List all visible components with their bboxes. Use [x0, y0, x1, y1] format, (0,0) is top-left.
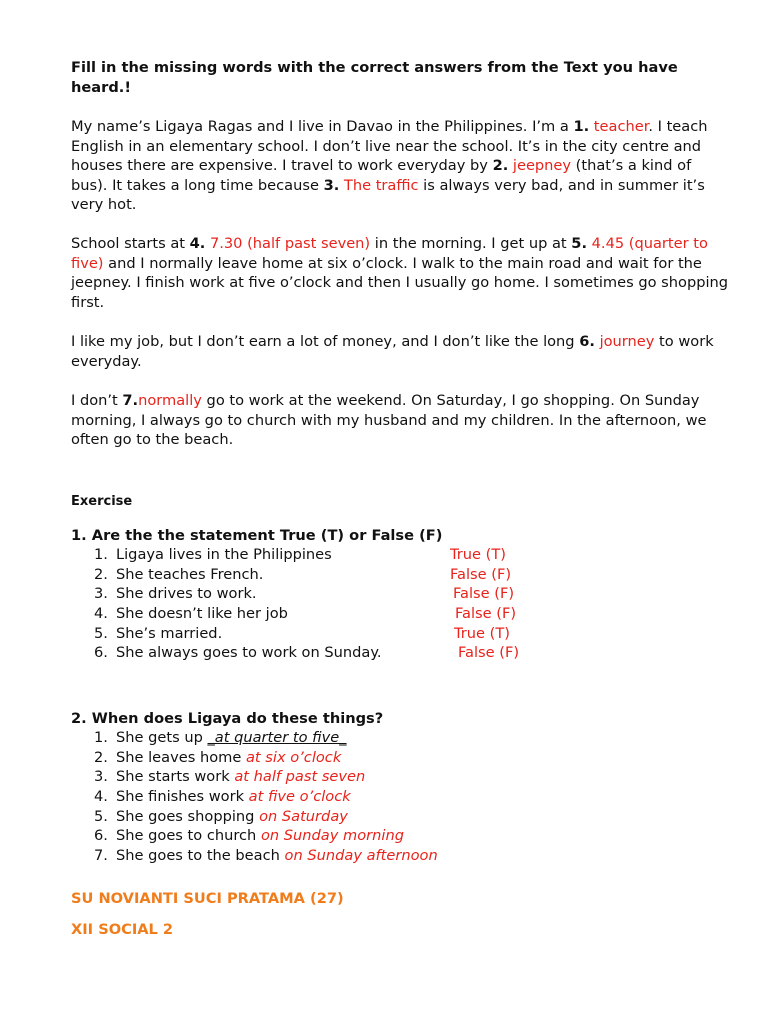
- answer-2: jeepney: [512, 157, 572, 175]
- when-list: [94, 728, 438, 866]
- student-name: SU NOVIANTI SUCI PRATAMA (27): [71, 890, 344, 907]
- list-item: 3. She drives to work. False (F): [94, 585, 515, 603]
- list-item: 6. She always goes to work on Sunday. False (F): [94, 644, 520, 662]
- exercise-heading: Exercise: [71, 494, 133, 509]
- tf-answer: False (F): [458, 644, 520, 662]
- list-item: 1. Ligaya lives in the Philippines True (T): [94, 546, 506, 563]
- list-item: 2. She leaves home at six o’clock: [94, 748, 342, 766]
- answer-7: normally: [138, 392, 202, 409]
- time-answer: on Saturday: [259, 807, 348, 825]
- tf-answer: True (T): [450, 546, 506, 563]
- paragraph-1: My name’s Ligaya Ragas and I live in Davao in the Philippines. I’m a 1. teacher. I teach English in an elementary school. I don’t live near the school. It’s in the city centre and houses there are expensive. I travel to work everyday by 2. jeepney (that’s a kind of bus). It takes a long time because 3. The traffic is always very bad, and in summer it’s very hot.: [71, 118, 708, 214]
- time-answer: _at quarter to five_: [207, 729, 347, 746]
- true-false-list: [94, 545, 520, 663]
- list-item: 7. She goes to the beach on Sunday afternoon: [94, 847, 438, 865]
- question-2-title: 2. When does Ligaya do these things?: [71, 710, 384, 727]
- answer-6: journey: [599, 333, 655, 350]
- paragraph-3: I like my job, but I don’t earn a lot of money, and I don’t like the long 6. journey to work everyday.: [71, 333, 714, 370]
- list-item: 5. She goes shopping on Saturday: [94, 807, 348, 825]
- list-item: 1. She gets up _at quarter to five_: [94, 729, 347, 746]
- list-item: 5. She’s married. True (T): [94, 624, 510, 642]
- student-class: XII SOCIAL 2: [71, 921, 174, 938]
- answer-3: The traffic: [343, 176, 419, 194]
- time-answer: on Sunday morning: [260, 827, 404, 845]
- paragraph-2: School starts at 4. 7.30 (half past seven) in the morning. I get up at 5. 4.45 (quarter to five) and I normally leave home at six o’clock. I walk to the main road and wait for the jeepney. I finish work at five o’clock and then I usually go home. I sometimes go shopping first.: [71, 235, 729, 311]
- list-item: 2. She teaches French. False (F): [94, 565, 512, 583]
- time-answer: at half past seven: [234, 768, 366, 786]
- time-answer: on Sunday afternoon: [284, 847, 438, 865]
- tf-answer: True (T): [454, 624, 510, 642]
- answer-1: teacher: [593, 118, 649, 135]
- tf-answer: False (F): [450, 565, 512, 583]
- tf-answer: False (F): [453, 585, 515, 603]
- time-answer: at six o’clock: [245, 748, 342, 766]
- list-item: 6. She goes to church on Sunday morning: [94, 827, 404, 845]
- answer-5: 4.45 (quarter to five): [71, 235, 708, 272]
- list-item: 4. She doesn’t like her job False (F): [94, 605, 517, 623]
- tf-answer: False (F): [455, 605, 517, 623]
- list-item: 3. She starts work at half past seven: [94, 768, 366, 786]
- instruction-heading: Fill in the missing words with the correct answers from the Text you have heard.!: [71, 59, 678, 96]
- paragraph-4: I don’t 7.normally go to work at the weekend. On Saturday, I go shopping. On Sunday morning, I always go to church with my husband and my children. In the afternoon, we often go to the beach.: [71, 392, 707, 449]
- question-1-title: 1. Are the the statement True (T) or False (F): [71, 527, 443, 544]
- list-item: 4. She finishes work at five o’clock: [94, 788, 351, 806]
- time-answer: at five o’clock: [248, 788, 351, 806]
- answer-4: 7.30 (half past seven): [209, 235, 371, 252]
